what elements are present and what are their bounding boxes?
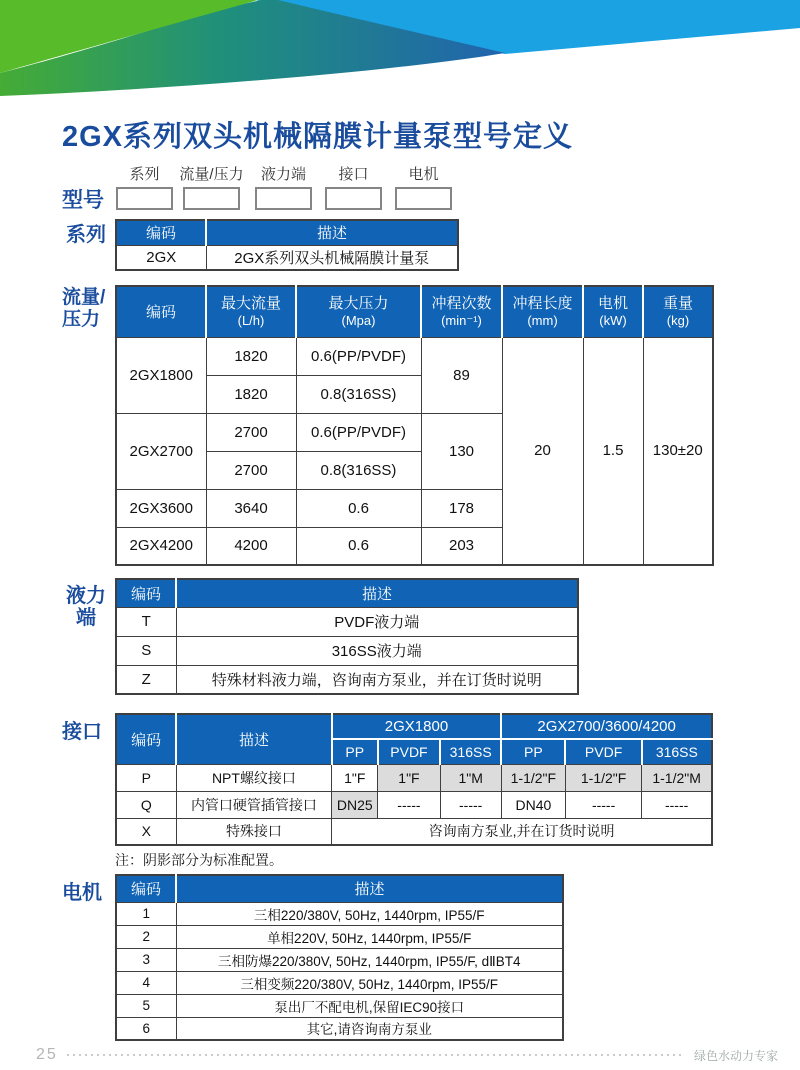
flow-section-label: 流量/ 压力 <box>62 287 106 330</box>
header-cell: 编码 <box>116 220 206 245</box>
footer-dotted-line <box>67 1054 685 1056</box>
header-cell: 重量 (kg) <box>643 286 713 337</box>
table-row <box>116 337 713 375</box>
table-row <box>116 948 563 971</box>
flow-pressure-table <box>115 285 714 566</box>
cell: NPT螺纹接口 <box>176 764 332 791</box>
cell: 0.6(PP/PVDF) <box>296 413 421 451</box>
cell: 三相变频220/380V, 50Hz, 1440rpm, IP55/F <box>176 971 563 994</box>
header-cell: 编码 <box>116 579 176 607</box>
cell: 1-1/2"M <box>642 764 712 791</box>
cell: 2700 <box>206 451 296 489</box>
cell-code: 4 <box>116 971 176 994</box>
table-row <box>116 994 563 1017</box>
page-footer <box>36 1046 778 1064</box>
model-slot-box <box>325 187 382 210</box>
series-table <box>115 219 459 271</box>
motor-section-label: 电机 <box>62 882 102 904</box>
table-row <box>116 791 712 818</box>
cell: PVDF液力端 <box>176 607 578 636</box>
cell: ----- <box>642 791 712 818</box>
cell: 1"F <box>378 764 440 791</box>
model-slot-hydraulic <box>255 163 312 210</box>
cell: 0.6(PP/PVDF) <box>296 337 421 375</box>
model-slot-label: 电机 <box>408 166 439 183</box>
cell-model-code: 2GX3600 <box>116 489 206 527</box>
cell: 1820 <box>206 337 296 375</box>
model-slot-box <box>255 187 312 210</box>
cell: 1"F <box>332 764 378 791</box>
table-header-row <box>116 579 578 607</box>
header-cell: PVDF <box>378 739 440 764</box>
cell: DN25 <box>332 791 378 818</box>
table-row <box>116 636 578 665</box>
cell: 单相220V, 50Hz, 1440rpm, IP55/F <box>176 925 563 948</box>
cell-model-code: 2GX2700 <box>116 413 206 489</box>
cell: 0.6 <box>296 527 421 565</box>
header-cell: 编码 <box>116 714 176 764</box>
header-cell: 电机 (kW) <box>583 286 643 337</box>
header-cell: 编码 <box>116 875 176 902</box>
hydraulic-end-table <box>115 578 579 695</box>
model-slot-label: 系列 <box>129 166 160 183</box>
model-slot-row <box>115 163 515 215</box>
cell: 1-1/2"F <box>501 764 565 791</box>
cell: 178 <box>421 489 502 527</box>
model-slot-motor <box>395 163 452 210</box>
table-row <box>116 902 563 925</box>
interface-note: 注：阴影部分为标准配置。 <box>115 852 283 868</box>
cell: 特殊接口 <box>176 818 332 845</box>
table-row <box>116 665 578 694</box>
interface-table <box>115 713 713 846</box>
header-cell-group1: 2GX1800 <box>332 714 502 739</box>
cell: 130 <box>421 413 502 489</box>
cell-code: Z <box>116 665 176 694</box>
header-cell: 最大流量 (L/h) <box>206 286 296 337</box>
cell-stroke-length: 20 <box>502 337 583 565</box>
cell: 泵出厂不配电机,保留IEC90接口 <box>176 994 563 1017</box>
cell: ----- <box>378 791 440 818</box>
model-slot-box <box>395 187 452 210</box>
header-cell: PP <box>332 739 378 764</box>
cell: 其它,请咨询南方泵业 <box>176 1017 563 1040</box>
cell-code: 2 <box>116 925 176 948</box>
cell: 特殊材料液力端，咨询南方泵业，并在订货时说明 <box>176 665 578 694</box>
cell-model-code: 2GX4200 <box>116 527 206 565</box>
cell: 2GX <box>116 245 206 270</box>
cell-code: Q <box>116 791 176 818</box>
cell: 1-1/2"F <box>565 764 641 791</box>
hydraulic-section-label: 液力 端 <box>66 585 106 629</box>
table-row <box>116 818 712 845</box>
cell-code: X <box>116 818 176 845</box>
cell-model-code: 2GX1800 <box>116 337 206 413</box>
header-cell: PP <box>501 739 565 764</box>
header-cell: 最大压力 (Mpa) <box>296 286 421 337</box>
header-cell: 冲程长度 (mm) <box>502 286 583 337</box>
cell: 1"M <box>440 764 501 791</box>
header-cell: 冲程次数 (min⁻¹) <box>421 286 502 337</box>
cell-code: 3 <box>116 948 176 971</box>
cell: 0.8(316SS) <box>296 375 421 413</box>
cell-code: 1 <box>116 902 176 925</box>
cell-code: P <box>116 764 176 791</box>
model-slot-label: 接口 <box>338 166 369 183</box>
table-header-row <box>116 286 713 337</box>
cell: 三相防爆220/380V, 50Hz, 1440rpm, IP55/F, dⅡBT4 <box>176 948 563 971</box>
header-cell: 316SS <box>642 739 712 764</box>
table-header-row <box>116 714 712 739</box>
header-cell-group2: 2GX2700/3600/4200 <box>501 714 712 739</box>
cell: 0.6 <box>296 489 421 527</box>
cell-weight: 130±20 <box>643 337 713 565</box>
header-cell: 描述 <box>176 714 332 764</box>
header-cell: 描述 <box>206 220 458 245</box>
cell: 内管口硬管插管接口 <box>176 791 332 818</box>
motor-table <box>115 874 564 1041</box>
page-title: 2GX系列双头机械隔膜计量泵型号定义 <box>62 121 574 153</box>
cell-span: 咨询南方泵业,并在订货时说明 <box>332 818 712 845</box>
footer-brand-slogan: 绿色水动力专家 <box>693 1048 778 1063</box>
header-cell: 316SS <box>440 739 501 764</box>
cell-code: T <box>116 607 176 636</box>
cell: ----- <box>565 791 641 818</box>
cell-code: 5 <box>116 994 176 1017</box>
model-slot-series <box>116 163 173 210</box>
header-swoosh-graphic <box>0 0 800 100</box>
table-header-row <box>116 220 458 245</box>
series-section-label: 系列 <box>66 224 106 246</box>
cell: 4200 <box>206 527 296 565</box>
page-number: 25 <box>36 1046 58 1063</box>
model-slot-label: 液力端 <box>260 166 306 183</box>
model-slot-box <box>116 187 173 210</box>
cell: 0.8(316SS) <box>296 451 421 489</box>
table-row <box>116 971 563 994</box>
model-slot-label: 流量/压力 <box>179 166 244 183</box>
cell: 203 <box>421 527 502 565</box>
table-row <box>116 764 712 791</box>
table-header-row <box>116 875 563 902</box>
cell: DN40 <box>501 791 565 818</box>
cell-motor-kw: 1.5 <box>583 337 643 565</box>
cell: 2700 <box>206 413 296 451</box>
header-cell: PVDF <box>565 739 641 764</box>
cell: 89 <box>421 337 502 413</box>
cell-code: 6 <box>116 1017 176 1040</box>
cell: 316SS液力端 <box>176 636 578 665</box>
cell-code: S <box>116 636 176 665</box>
table-row <box>116 607 578 636</box>
header-cell: 编码 <box>116 286 206 337</box>
cell: 1820 <box>206 375 296 413</box>
header-cell: 描述 <box>176 875 563 902</box>
model-slot-interface <box>325 163 382 210</box>
cell: 2GX系列双头机械隔膜计量泵 <box>206 245 458 270</box>
model-slot-box <box>183 187 240 210</box>
table-row <box>116 1017 563 1040</box>
model-section-label: 型号 <box>62 189 104 212</box>
interface-section-label: 接口 <box>62 721 102 743</box>
cell: ----- <box>440 791 501 818</box>
model-slot-flow <box>179 163 244 210</box>
cell: 3640 <box>206 489 296 527</box>
table-row <box>116 245 458 270</box>
cell: 三相220/380V, 50Hz, 1440rpm, IP55/F <box>176 902 563 925</box>
table-row <box>116 925 563 948</box>
header-cell: 描述 <box>176 579 578 607</box>
